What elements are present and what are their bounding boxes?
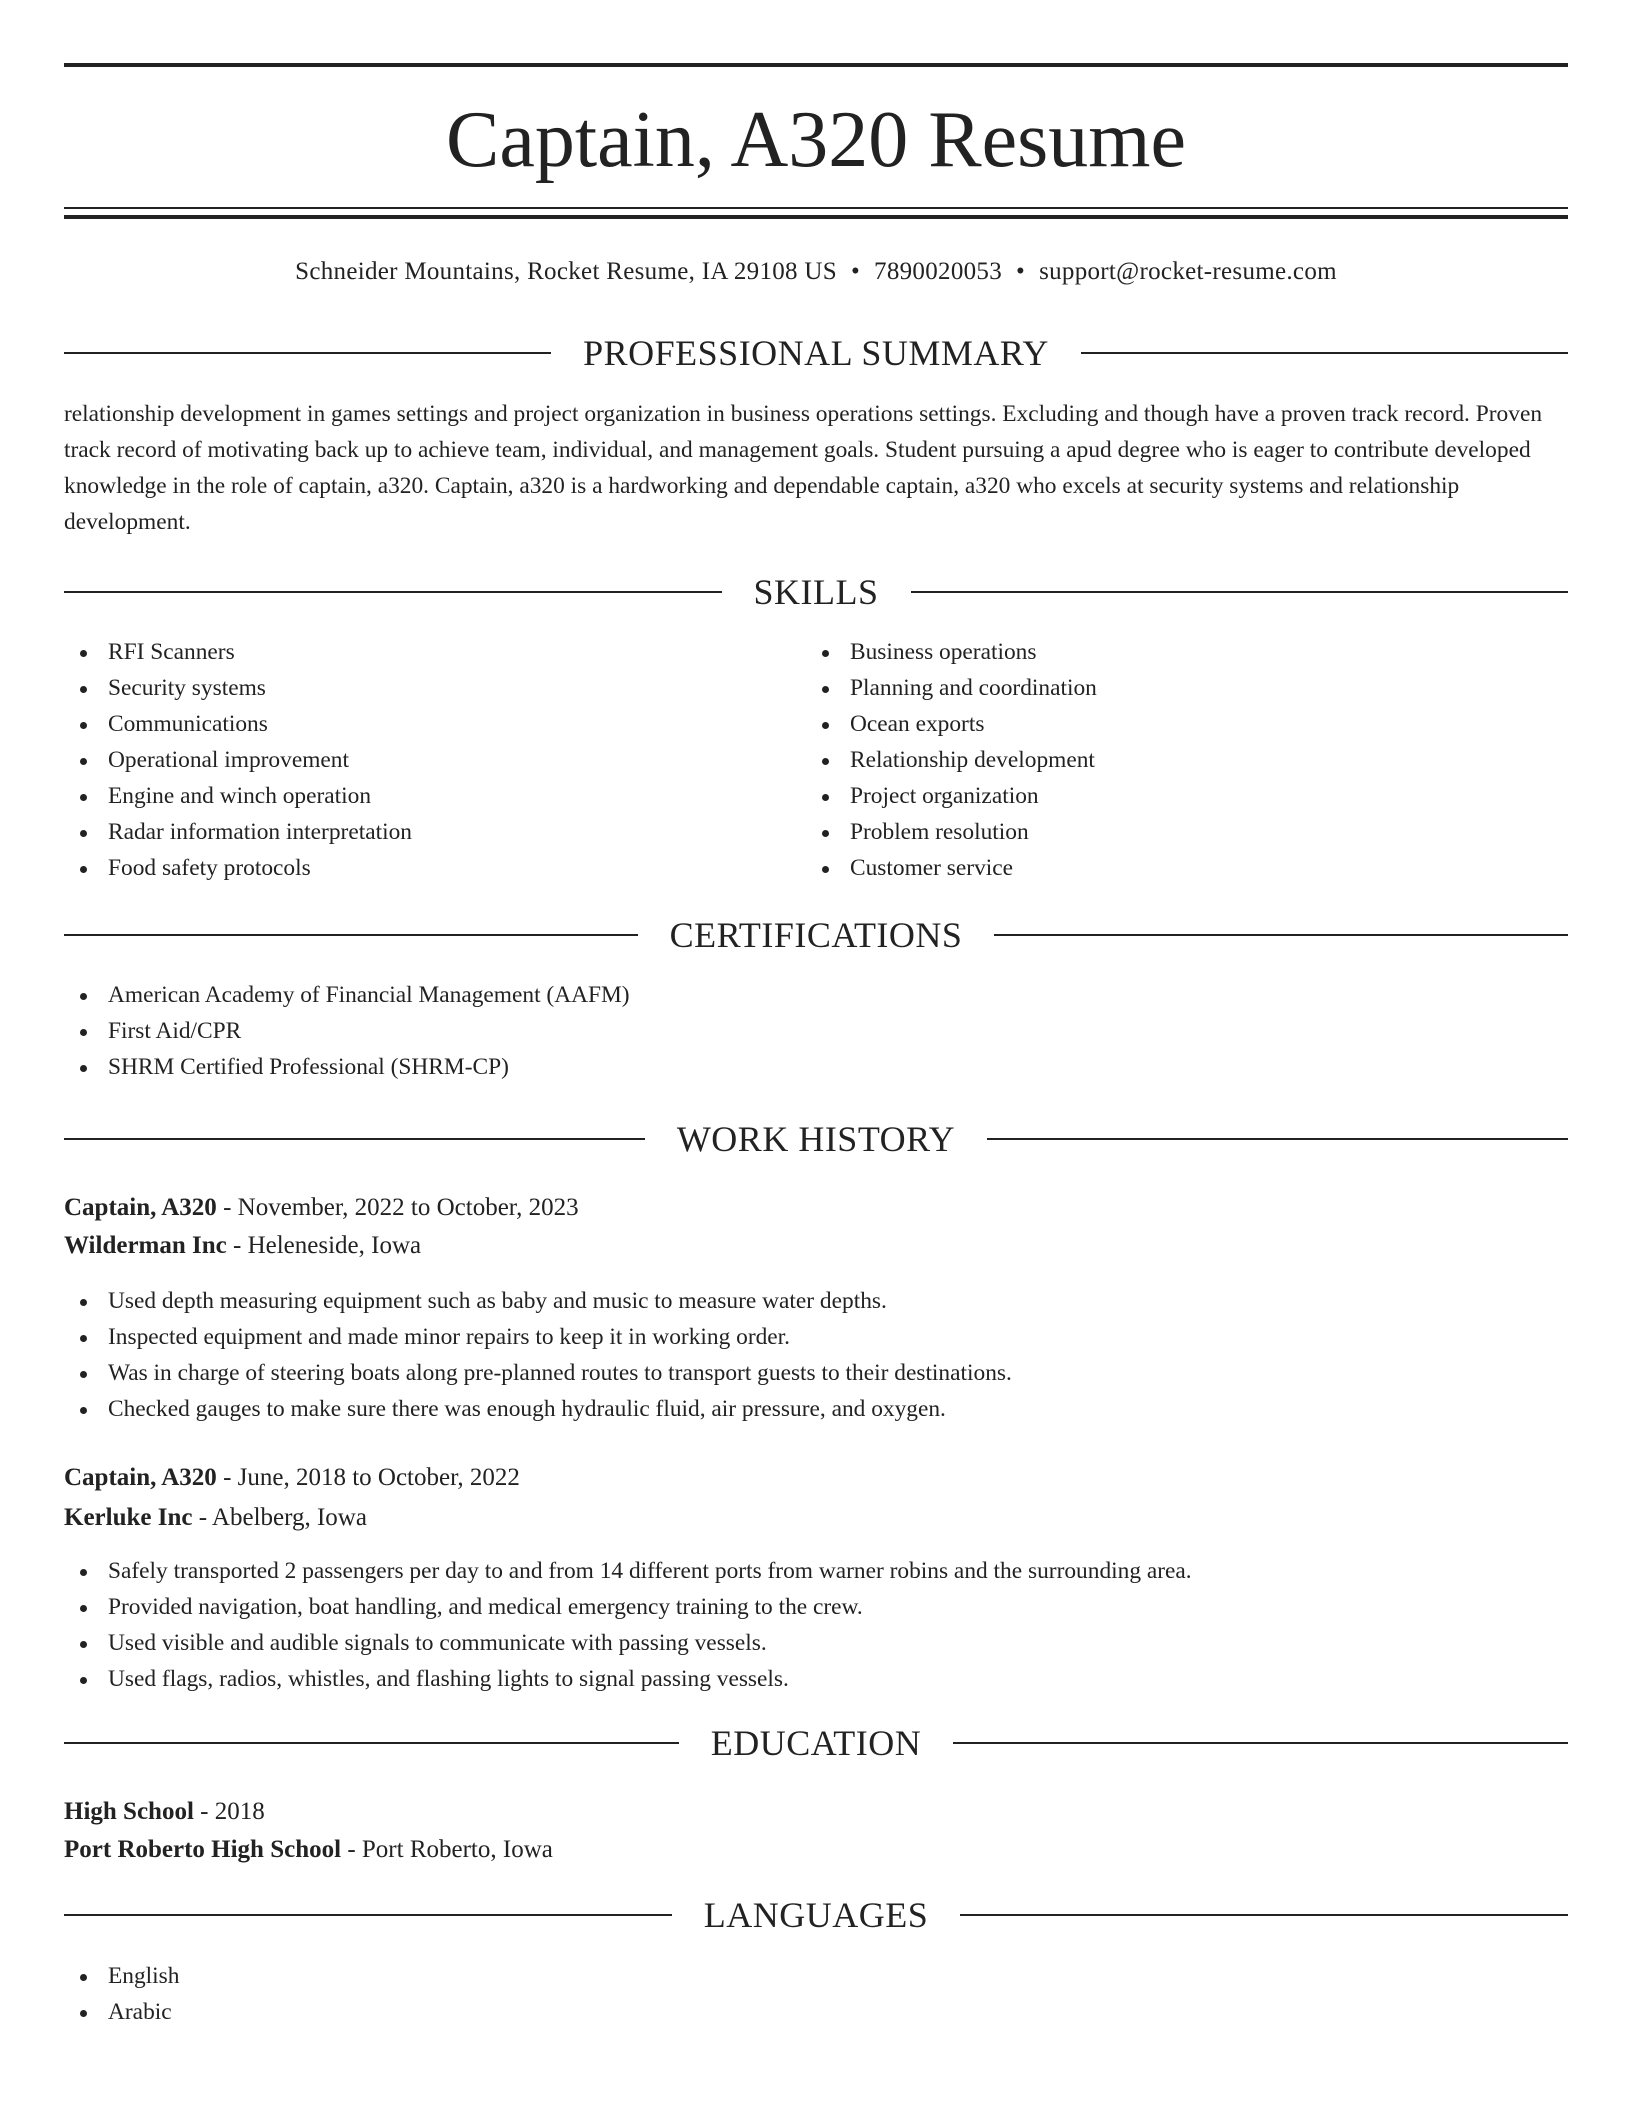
heading-rule-left	[64, 1138, 645, 1140]
education-school: Port Roberto High School	[64, 1836, 342, 1863]
section-heading-languages	[64, 1893, 1568, 1937]
job-bullet: Inspected equipment and made minor repairs to keep it in working order.	[64, 1319, 1012, 1355]
education-degree-line	[64, 1793, 265, 1831]
language-item: Arabic	[64, 1994, 179, 2030]
contact-phone[interactable]: 7890020053	[874, 258, 1003, 285]
job-company: Kerluke Inc	[64, 1504, 193, 1531]
skill-item: Security systems	[64, 670, 412, 706]
job-bullet: Used flags, radios, whistles, and flashing lights to signal passing vessels.	[64, 1661, 1192, 1697]
job-bullet: Provided navigation, boat handling, and medical emergency training to the crew.	[64, 1589, 1192, 1625]
job-company-line	[64, 1499, 367, 1537]
header-top-rule	[64, 63, 1568, 67]
contact-address: Schneider Mountains, Rocket Resume, IA 29108 US	[295, 258, 837, 285]
education-location: - Port Roberto, Iowa	[341, 1836, 553, 1863]
skill-item: Relationship development	[806, 742, 1097, 778]
job-title-line	[64, 1189, 579, 1227]
skill-item: Business operations	[806, 634, 1097, 670]
language-item: English	[64, 1958, 179, 1994]
section-heading-label: SKILLS	[753, 572, 879, 612]
skill-item: RFI Scanners	[64, 634, 412, 670]
job-location: - Heleneside, Iowa	[226, 1232, 422, 1259]
skills-list-left	[64, 634, 412, 886]
section-heading-label: CERTIFICATIONS	[669, 915, 963, 955]
heading-rule-left	[64, 352, 551, 354]
section-heading-label: LANGUAGES	[703, 1895, 929, 1935]
heading-rule-right	[1081, 352, 1568, 354]
certification-item: American Academy of Financial Management (AAFM)	[64, 977, 630, 1013]
summary-text: relationship development in games settings and project organization in business operations settings. Excluding and though have a proven track record. Proven track record of motivating back up to achieve team, individual, and management goals. Student pursuing a apud degree who is eager to contribute developed knowledge in the role of captain, a320. Captain, a320 is a hardworking and dependable captain, a320 who excels at security systems and relationship development.	[64, 401, 1543, 535]
contact-line	[64, 254, 1568, 290]
heading-rule-right	[987, 1138, 1568, 1140]
heading-rule-right	[953, 1742, 1568, 1744]
heading-rule-left	[64, 591, 722, 593]
heading-rule-right	[994, 934, 1568, 936]
resume-title: Captain, A320 Resume	[446, 96, 1186, 184]
job-location: - Abelberg, Iowa	[192, 1504, 367, 1531]
contact-email[interactable]: support@rocket-resume.com	[1039, 258, 1337, 285]
contact-separator: •	[850, 258, 861, 285]
section-heading-label: EDUCATION	[710, 1723, 922, 1763]
education-degree: High School	[64, 1798, 194, 1825]
education-year: - 2018	[193, 1798, 265, 1825]
contact-separator: •	[1016, 258, 1026, 285]
skill-item: Operational improvement	[64, 742, 412, 778]
skill-item: Communications	[64, 706, 412, 742]
skill-item: Ocean exports	[806, 706, 1097, 742]
section-heading-label: PROFESSIONAL SUMMARY	[583, 333, 1049, 373]
job-bullets	[64, 1283, 1012, 1427]
header-double-rule-thick	[64, 215, 1568, 219]
job-bullet: Used depth measuring equipment such as baby and music to measure water depths.	[64, 1283, 1012, 1319]
skill-item: Planning and coordination	[806, 670, 1097, 706]
job-bullet: Was in charge of steering boats along pre-planned routes to transport guests to their destinations.	[64, 1355, 1012, 1391]
heading-rule-left	[64, 934, 638, 936]
certifications-list	[64, 977, 630, 1085]
job-company-line	[64, 1227, 421, 1265]
job-dates: - June, 2018 to October, 2022	[216, 1464, 520, 1491]
job-bullet: Used visible and audible signals to communicate with passing vessels.	[64, 1625, 1192, 1661]
skills-list-right	[806, 634, 1097, 886]
skill-item: Food safety protocols	[64, 850, 412, 886]
section-heading-education	[64, 1721, 1568, 1765]
skill-item: Radar information interpretation	[64, 814, 412, 850]
section-heading-summary	[64, 331, 1568, 375]
certification-item: First Aid/CPR	[64, 1013, 630, 1049]
skill-item: Engine and winch operation	[64, 778, 412, 814]
heading-rule-left	[64, 1742, 679, 1744]
certification-item: SHRM Certified Professional (SHRM-CP)	[64, 1049, 630, 1085]
job-bullet: Checked gauges to make sure there was enough hydraulic fluid, air pressure, and oxygen.	[64, 1391, 1012, 1427]
job-company: Wilderman Inc	[64, 1232, 227, 1259]
heading-rule-left	[64, 1914, 672, 1916]
job-title: Captain, A320	[64, 1194, 217, 1221]
section-heading-certifications	[64, 913, 1568, 957]
section-heading-label: WORK HISTORY	[676, 1119, 956, 1159]
job-bullet: Safely transported 2 passengers per day to and from 14 different ports from warner robins and the surrounding area.	[64, 1553, 1192, 1589]
job-title: Captain, A320	[64, 1464, 217, 1491]
skill-item: Problem resolution	[806, 814, 1097, 850]
heading-rule-right	[960, 1914, 1568, 1916]
section-heading-work-history	[64, 1117, 1568, 1161]
job-dates: - November, 2022 to October, 2023	[216, 1194, 579, 1221]
job-bullets	[64, 1553, 1192, 1697]
skill-item: Project organization	[806, 778, 1097, 814]
heading-rule-right	[911, 591, 1569, 593]
languages-list	[64, 1958, 179, 2030]
section-heading-skills	[64, 570, 1568, 614]
header-double-rule-thin	[64, 207, 1568, 209]
education-school-line	[64, 1831, 553, 1869]
job-title-line	[64, 1459, 520, 1497]
skill-item: Customer service	[806, 850, 1097, 886]
